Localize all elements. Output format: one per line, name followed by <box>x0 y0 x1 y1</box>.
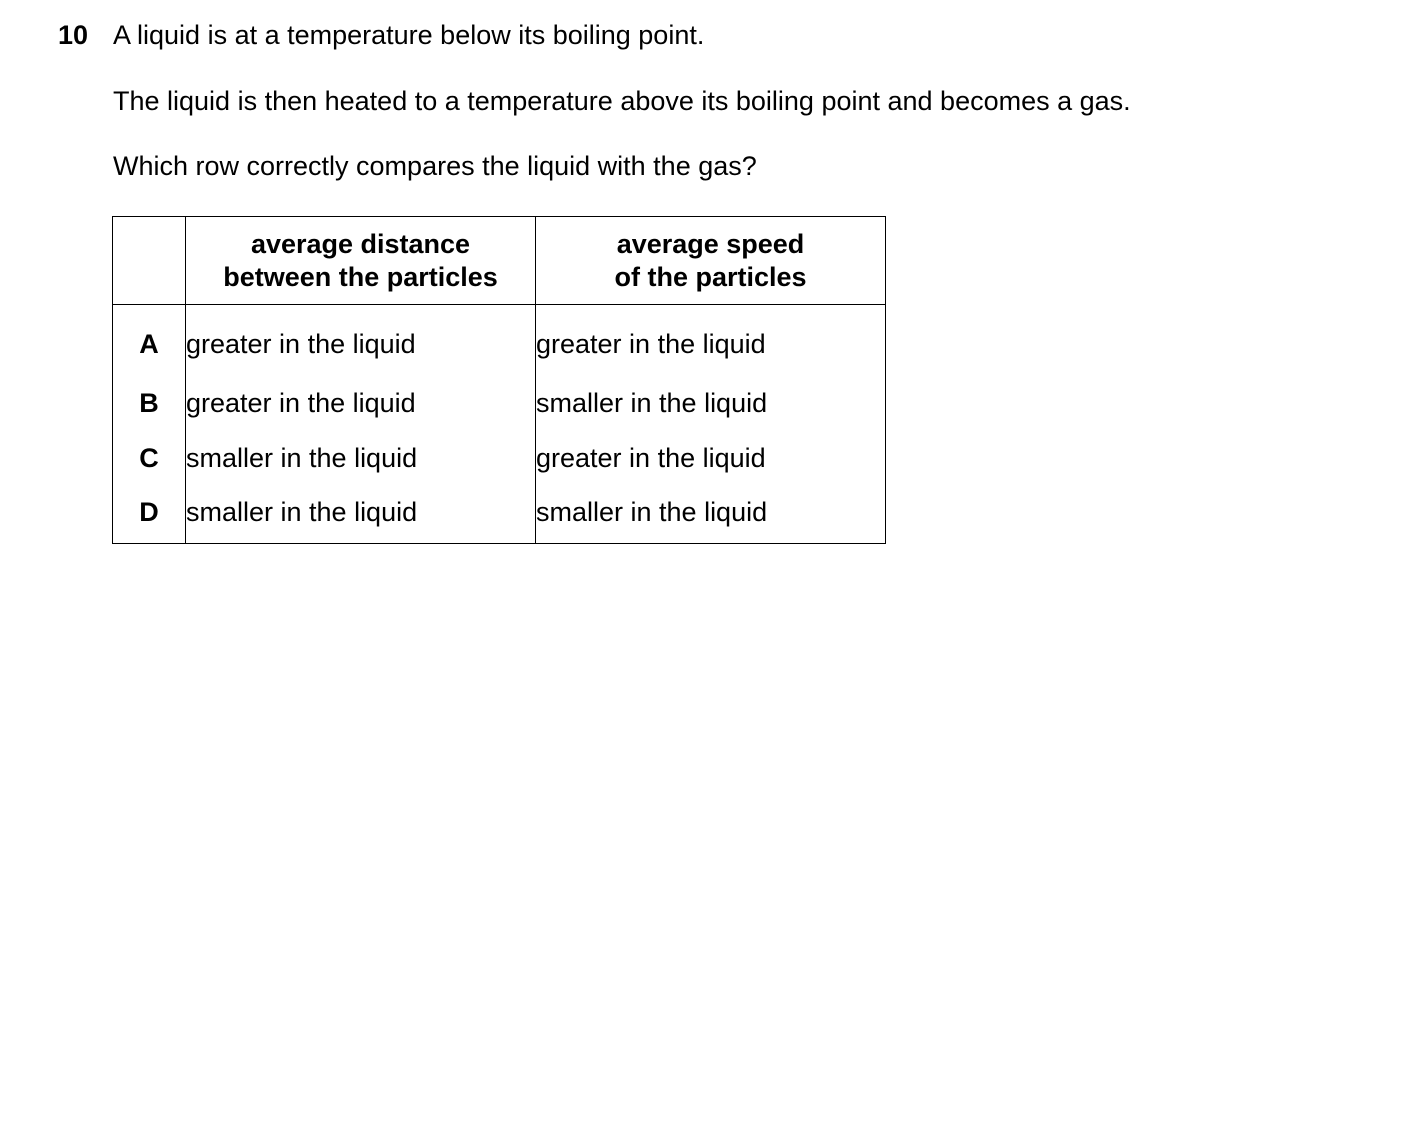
header-distance-line-2: between the particles <box>223 261 498 292</box>
question-number: 10 <box>58 20 89 50</box>
question-stem-line-1: A liquid is at a temperature below its boiling point. <box>113 20 705 50</box>
speed-cell: greater in the liquid <box>536 305 886 377</box>
distance-cell: smaller in the liquid <box>186 430 536 485</box>
header-blank-cell <box>113 217 186 305</box>
option-row-a <box>113 305 886 377</box>
header-speed-line-2: of the particles <box>614 261 807 292</box>
speed-cell: smaller in the liquid <box>536 485 886 544</box>
option-letter: C <box>139 442 159 473</box>
table-header-row <box>113 217 886 305</box>
option-row-d <box>113 485 886 544</box>
option-row-c <box>113 430 886 485</box>
distance-cell: greater in the liquid <box>186 305 536 377</box>
distance-cell: smaller in the liquid <box>186 485 536 544</box>
question-stem-line-2: The liquid is then heated to a temperature above its boiling point and becomes a gas. <box>113 86 1131 116</box>
header-average-distance <box>186 217 536 305</box>
option-row-b <box>113 376 886 430</box>
distance-cell: greater in the liquid <box>186 376 536 430</box>
option-letter: D <box>139 497 159 527</box>
options-table <box>112 216 886 544</box>
option-letter: A <box>139 329 159 359</box>
speed-cell: smaller in the liquid <box>536 376 886 430</box>
header-speed-line-1: average speed <box>616 228 805 259</box>
question-prompt: Which row correctly compares the liquid with the gas? <box>113 151 757 181</box>
header-distance-line-1: average distance <box>250 228 471 259</box>
speed-cell: greater in the liquid <box>536 430 886 485</box>
option-letter: B <box>139 388 159 418</box>
header-average-speed <box>536 217 886 305</box>
